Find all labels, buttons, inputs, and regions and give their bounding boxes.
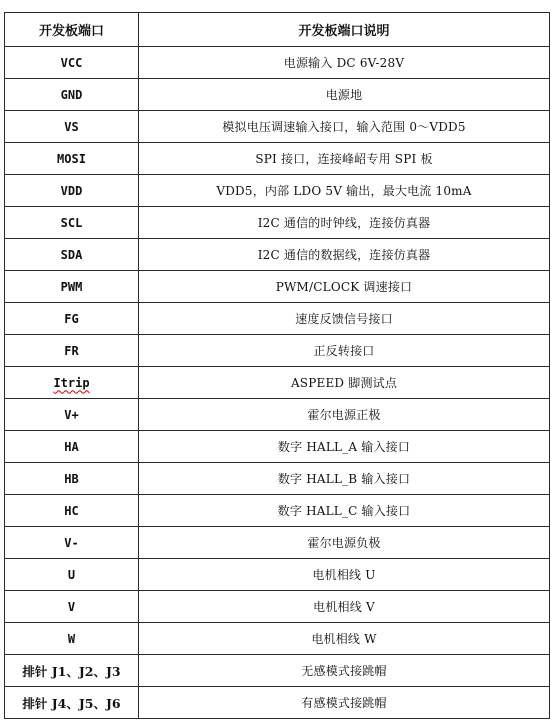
spellcheck-underlined-text: Itrip bbox=[53, 375, 90, 390]
description-cell: 有感模式接跳帽 bbox=[139, 687, 550, 719]
port-cell: HB bbox=[5, 463, 139, 495]
table-header-row bbox=[5, 13, 550, 47]
port-cell: V+ bbox=[5, 399, 139, 431]
description-cell: 霍尔电源正极 bbox=[139, 399, 550, 431]
table-row bbox=[5, 559, 550, 591]
port-cell: V bbox=[5, 591, 139, 623]
table-row bbox=[5, 431, 550, 463]
description-cell: VDD5，内部 LDO 5V 输出，最大电流 10mA bbox=[139, 175, 550, 207]
description-cell: 霍尔电源负极 bbox=[139, 527, 550, 559]
description-cell: I2C 通信的时钟线，连接仿真器 bbox=[139, 207, 550, 239]
port-cell: FG bbox=[5, 303, 139, 335]
description-cell: 电机相线 W bbox=[139, 623, 550, 655]
description-cell: 数字 HALL_A 输入接口 bbox=[139, 431, 550, 463]
port-cell: MOSI bbox=[5, 143, 139, 175]
description-cell: PWM/CLOCK 调速接口 bbox=[139, 271, 550, 303]
port-cell bbox=[5, 367, 139, 399]
port-cell: GND bbox=[5, 79, 139, 111]
description-cell: 电机相线 V bbox=[139, 591, 550, 623]
table-row bbox=[5, 687, 550, 719]
port-description-table bbox=[4, 12, 550, 719]
description-cell: 正反转接口 bbox=[139, 335, 550, 367]
table-row bbox=[5, 271, 550, 303]
table-row bbox=[5, 399, 550, 431]
port-cell: FR bbox=[5, 335, 139, 367]
table-row bbox=[5, 303, 550, 335]
description-cell: 数字 HALL_B 输入接口 bbox=[139, 463, 550, 495]
table-row bbox=[5, 463, 550, 495]
table-row bbox=[5, 207, 550, 239]
port-cell: SDA bbox=[5, 239, 139, 271]
port-cell: W bbox=[5, 623, 139, 655]
table-row bbox=[5, 47, 550, 79]
port-cell: V- bbox=[5, 527, 139, 559]
description-cell: 无感模式接跳帽 bbox=[139, 655, 550, 687]
table-row bbox=[5, 239, 550, 271]
port-cell: HC bbox=[5, 495, 139, 527]
port-cell: VDD bbox=[5, 175, 139, 207]
port-cell: 排针 J4、J5、J6 bbox=[5, 687, 139, 719]
description-cell: SPI 接口，连接峰岹专用 SPI 板 bbox=[139, 143, 550, 175]
table-row bbox=[5, 335, 550, 367]
description-cell: 电机相线 U bbox=[139, 559, 550, 591]
table-row bbox=[5, 111, 550, 143]
port-cell: HA bbox=[5, 431, 139, 463]
table-row bbox=[5, 175, 550, 207]
table-row bbox=[5, 527, 550, 559]
description-cell: 速度反馈信号接口 bbox=[139, 303, 550, 335]
table-row bbox=[5, 623, 550, 655]
header-description: 开发板端口说明 bbox=[139, 13, 550, 47]
header-port: 开发板端口 bbox=[5, 13, 139, 47]
table-row bbox=[5, 143, 550, 175]
description-cell: 数字 HALL_C 输入接口 bbox=[139, 495, 550, 527]
description-cell: 模拟电压调速输入接口，输入范围 0～VDD5 bbox=[139, 111, 550, 143]
port-cell: SCL bbox=[5, 207, 139, 239]
table-row bbox=[5, 79, 550, 111]
port-cell: VS bbox=[5, 111, 139, 143]
table-row bbox=[5, 495, 550, 527]
port-cell: U bbox=[5, 559, 139, 591]
table-row bbox=[5, 591, 550, 623]
description-cell: 电源地 bbox=[139, 79, 550, 111]
description-cell: I2C 通信的数据线，连接仿真器 bbox=[139, 239, 550, 271]
port-cell: VCC bbox=[5, 47, 139, 79]
table-row bbox=[5, 367, 550, 399]
port-cell: 排针 J1、J2、J3 bbox=[5, 655, 139, 687]
description-cell: ASPEED 脚测试点 bbox=[139, 367, 550, 399]
description-cell: 电源输入 DC 6V-28V bbox=[139, 47, 550, 79]
port-cell: PWM bbox=[5, 271, 139, 303]
table-row bbox=[5, 655, 550, 687]
